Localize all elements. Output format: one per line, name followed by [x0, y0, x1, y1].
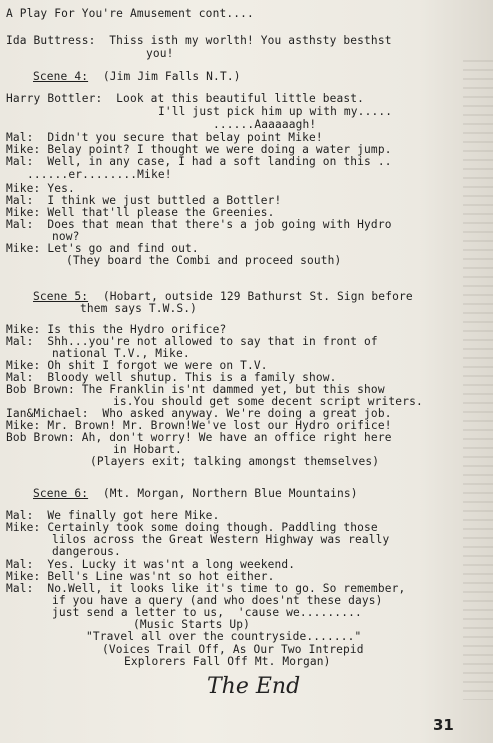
script-line: Explorers Fall Off Mt. Morgan) — [124, 655, 331, 668]
script-line: (Mt. Morgan, Northern Blue Mountains) — [96, 487, 358, 500]
script-line: is.You should get some decent script writers. — [113, 395, 423, 408]
scene-heading: Scene 4: — [33, 70, 89, 83]
script-line: if you have a query (and who does'nt these days) — [52, 594, 383, 607]
script-line: now? — [52, 230, 80, 243]
script-line: Mal: Bloody well shutup. This is a family show. — [6, 371, 337, 384]
script-line: Mike: Oh shit I forgot we were on T.V. — [6, 359, 268, 372]
script-line: in Hobart. — [113, 443, 182, 456]
script-line: (Hobart, outside 129 Bathurst St. Sign before — [96, 290, 413, 303]
script-line: lilos across the Great Western Highway was really — [52, 533, 390, 546]
script-line: just send a letter to us, 'cause we......... — [52, 606, 362, 619]
script-line: Mal: No.Well, it looks like it's time to go. So remember, — [6, 582, 406, 595]
script-line: (Jim Jim Falls N.T.) — [96, 70, 241, 83]
script-line: ......Aaaaaagh! — [213, 118, 317, 131]
script-line: Mike: Well that'll please the Greenies. — [6, 206, 275, 219]
script-line: Harry Bottler: Look at this beautiful little beast. — [6, 92, 365, 105]
script-line: Mal: We finally got here Mike. — [6, 509, 220, 522]
page-number: 31 — [433, 716, 454, 734]
script-line: (They board the Combi and proceed south) — [66, 254, 342, 267]
script-line: I'll just pick him up with my..... — [158, 105, 393, 118]
script-line: Mike: Let's go and find out. — [6, 242, 199, 255]
script-line: Mal: I think we just buttled a Bottler! — [6, 194, 282, 207]
script-line: Mal: Yes. Lucky it was'nt a long weekend. — [6, 558, 296, 571]
script-line: Mike: Is this the Hydro orifice? — [6, 323, 227, 336]
script-line: (Players exit; talking amongst themselves) — [90, 455, 380, 468]
script-line: Mal: Didn't you secure that belay point Mike! — [6, 131, 323, 144]
script-line: ......er........Mike! — [27, 168, 172, 181]
script-line: Ida Buttress: Thiss isth my worlth! You asthsty besthst — [6, 34, 392, 47]
script-line: Ian&Michael: Who asked anyway. We're doing a great job. — [6, 407, 392, 420]
the-end-signature: The End — [207, 674, 301, 699]
script-line: "Travel all over the countryside......." — [86, 630, 362, 643]
script-line: Mike: Certainly took some doing though. Paddling those — [6, 521, 378, 534]
script-line: A Play For You're Amusement cont.... — [6, 7, 254, 20]
script-line: national T.V., Mike. — [52, 347, 190, 360]
script-line: Mike: Belay point? I thought we were doing a water jump. — [6, 143, 392, 156]
script-line: Bob Brown: The Franklin is'nt dammed yet, but this show — [6, 383, 385, 396]
script-line: them says T.W.S.) — [80, 302, 198, 315]
script-line: dangerous. — [52, 545, 121, 558]
script-line: you! — [146, 47, 174, 60]
script-line: Bob Brown: Ah, don't worry! We have an office right here — [6, 431, 392, 444]
script-line: (Voices Trail Off, As Our Two Intrepid — [102, 643, 364, 656]
scene-heading: Scene 5: — [33, 290, 89, 303]
script-line: Mal: Well, in any case, I had a soft landing on this .. — [6, 155, 392, 168]
script-line: Mal: Shh...you're not allowed to say that in front of — [6, 335, 378, 348]
script-line: Mike: Mr. Brown! Mr. Brown!We've lost our Hydro orifice! — [6, 419, 392, 432]
bleed-through-margin — [463, 60, 493, 700]
script-line: Mal: Does that mean that there's a job going with Hydro — [6, 218, 392, 231]
script-line: Mike: Yes. — [6, 182, 75, 195]
scene-heading: Scene 6: — [33, 487, 89, 500]
script-line: (Music Starts Up) — [133, 618, 251, 631]
script-line: Mike: Bell's Line was'nt so hot either. — [6, 570, 275, 583]
